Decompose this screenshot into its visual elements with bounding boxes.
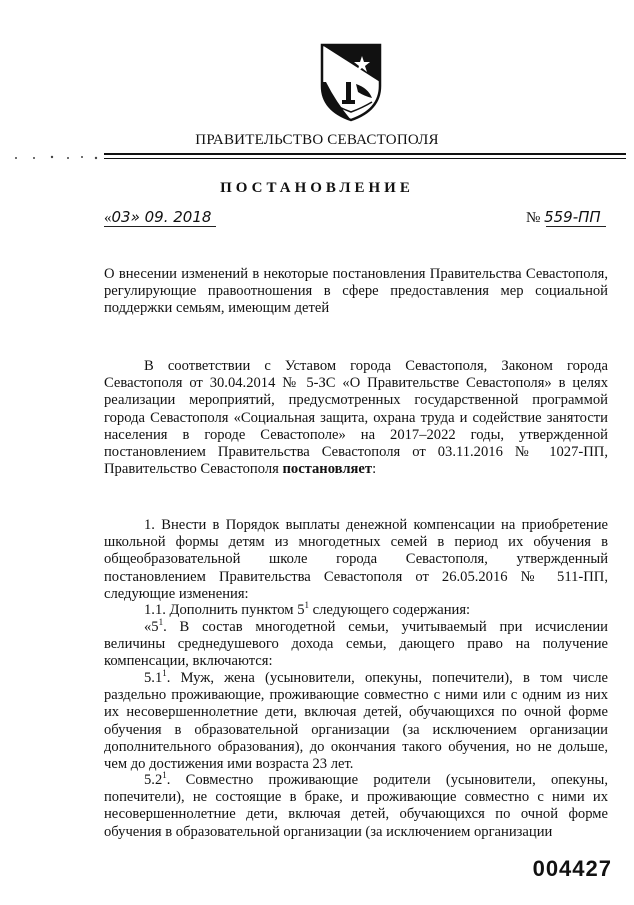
item-1-1-superscript: 1: [304, 600, 309, 611]
clause-5-text-a: «5: [144, 619, 159, 635]
item-1-1-paragraph: [104, 602, 608, 619]
preamble-end: :: [372, 461, 377, 478]
document-date: [104, 208, 254, 227]
header-rule-thick: [104, 153, 626, 155]
item-1-1-text-b: следующего содержания:: [309, 602, 471, 618]
scan-artifact-marks: [12, 153, 102, 161]
clause-5-2-text-b: . Совместно проживающие родители (усыновители, опекуны, попечители), не состоящие в браке, и проживающие совместно с ними их несовершеннолетние дети, включая детей, обучающихся по очной форме обучения в образовательной организации (за исключением организации: [104, 772, 608, 840]
clause-5-text-b: . В состав многодетной семьи, учитываемый при исчислении величины среднедушевого дохода семьи, дающего право на получение компенсации, включаются:: [104, 619, 608, 670]
clause-5-1-intro-paragraph: [104, 619, 608, 671]
clause-5-2-text-a: 5.2: [144, 772, 163, 788]
document-type-title: ПОСТАНОВЛЕНИЕ: [220, 180, 414, 196]
date-month-year: » 09. 2018: [130, 208, 212, 226]
number-value: 559-ПП: [544, 208, 601, 226]
clause-5-2-superscript: 1: [162, 770, 167, 781]
item-1-paragraph: 1. Внести в Порядок выплаты денежной компенсации на приобретение школьной формы детям из многодетных семей в период их обучения в общеобразовательной школе города Севастополя, утвержденный постановлением Правительства Севастополя от 26.05.2016 № 511-ПП, следующие изменения:: [104, 517, 608, 602]
header-rule-thin: [104, 158, 626, 159]
government-title: ПРАВИТЕЛЬСТВО СЕВАСТОПОЛЯ: [195, 132, 439, 148]
document-subject: О внесении изменений в некоторые постановления Правительства Севастополя, регулирующие правоотношения в сфере предоставления мер социальной поддержки семьям, имеющим детей: [104, 266, 608, 317]
date-quote-open: «: [104, 210, 112, 226]
number-sign: №: [526, 210, 545, 226]
clause-5-1-text-b: . Муж, жена (усыновители, опекуны, попечители), в том числе раздельно проживающие, проживающие совместно с ними или с одним из них их несовершеннолетние дети, включая детей, обучающихся по очной форме обучения в образовательной организации (за исключением организации дополнительного образования), до окончания такого обучения, но не дольше, чем до достижения ими возраста 23 лет.: [104, 670, 608, 773]
coat-of-arms-emblem: [318, 42, 384, 122]
clause-5-1-superscript: 1: [162, 668, 167, 679]
date-day: 03: [111, 208, 131, 226]
clause-5-superscript: 1: [158, 617, 164, 628]
sheet-serial-number: 004427: [532, 856, 612, 881]
preamble-verb: постановляет: [282, 461, 373, 478]
number-underline: [546, 226, 606, 227]
preamble-paragraph: [104, 358, 608, 478]
clause-5-1-1-paragraph: [104, 670, 608, 773]
clause-5-2-1-paragraph: [104, 772, 608, 841]
preamble-text: В соответствии с Уставом города Севастополя, Законом города Севастополя от 30.04.2014 № 5-ЗС «О Правительстве Севастополя» в целях реализации мероприятий, предусмотренных государственной программой города Севастополя «Социальная защита, охрана труда и содействие занятости населения в городе Севастополе» на 2017–2022 годы, утвержденной постановлением Правительства Севастополя от 03.11.2016 № 1027-ПП, Правительство Севастополя: [104, 358, 608, 478]
item-1-1-text-a: 1.1. Дополнить пунктом 5: [144, 602, 305, 618]
document-number: [526, 208, 626, 227]
date-underline: [104, 226, 216, 227]
clause-5-1-text-a: 5.1: [144, 670, 163, 686]
